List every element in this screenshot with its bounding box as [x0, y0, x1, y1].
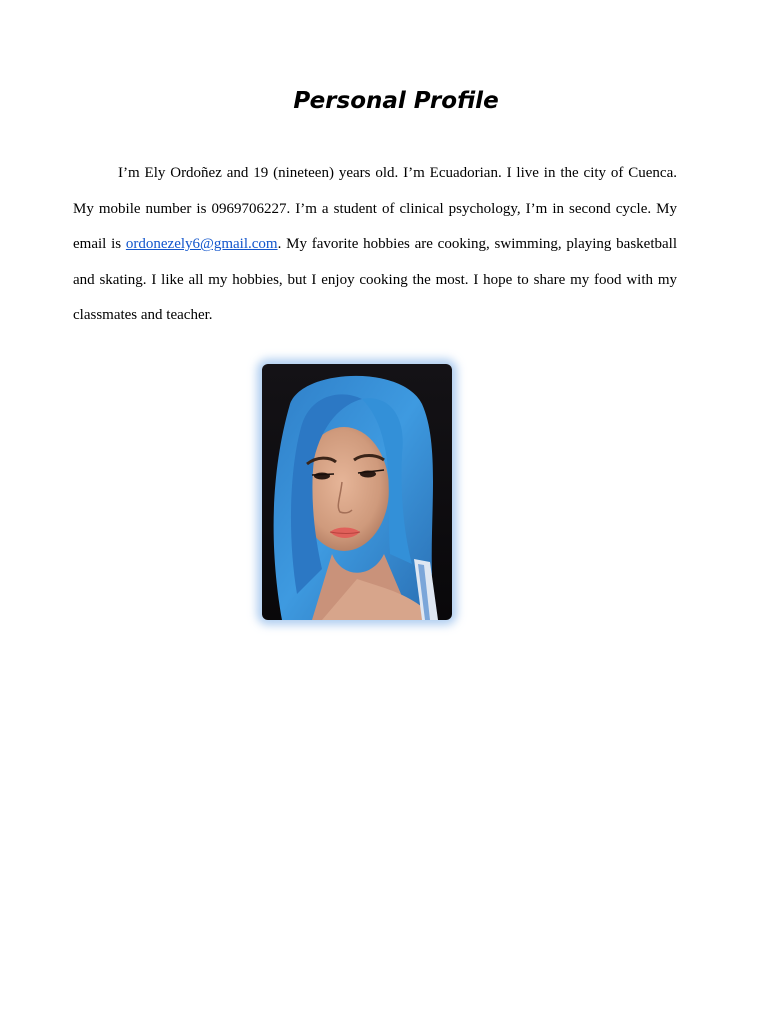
paragraph-text-end: . My favorite hobbies are cooking, swimming, playing basketball and skating. I like all my hobbies, but I enjoy cooking the most. I hope to share my food with my classmates and teacher. [73, 236, 677, 324]
paragraph-text-start: I’m Ely Ordoñez and 19 (nineteen) years old. I’m Ecuadorian. I live in the city of Cuenca. My mobile number is 0969706227. I’m a student of clinical psychology, I’m in second cycle. My email is [73, 165, 677, 253]
page-title: Personal Profile [293, 88, 499, 114]
email-link[interactable]: ordonezely6@gmail.com [125, 236, 278, 253]
profile-paragraph [73, 156, 677, 334]
portrait-image [262, 364, 452, 620]
profile-photo [262, 364, 452, 620]
